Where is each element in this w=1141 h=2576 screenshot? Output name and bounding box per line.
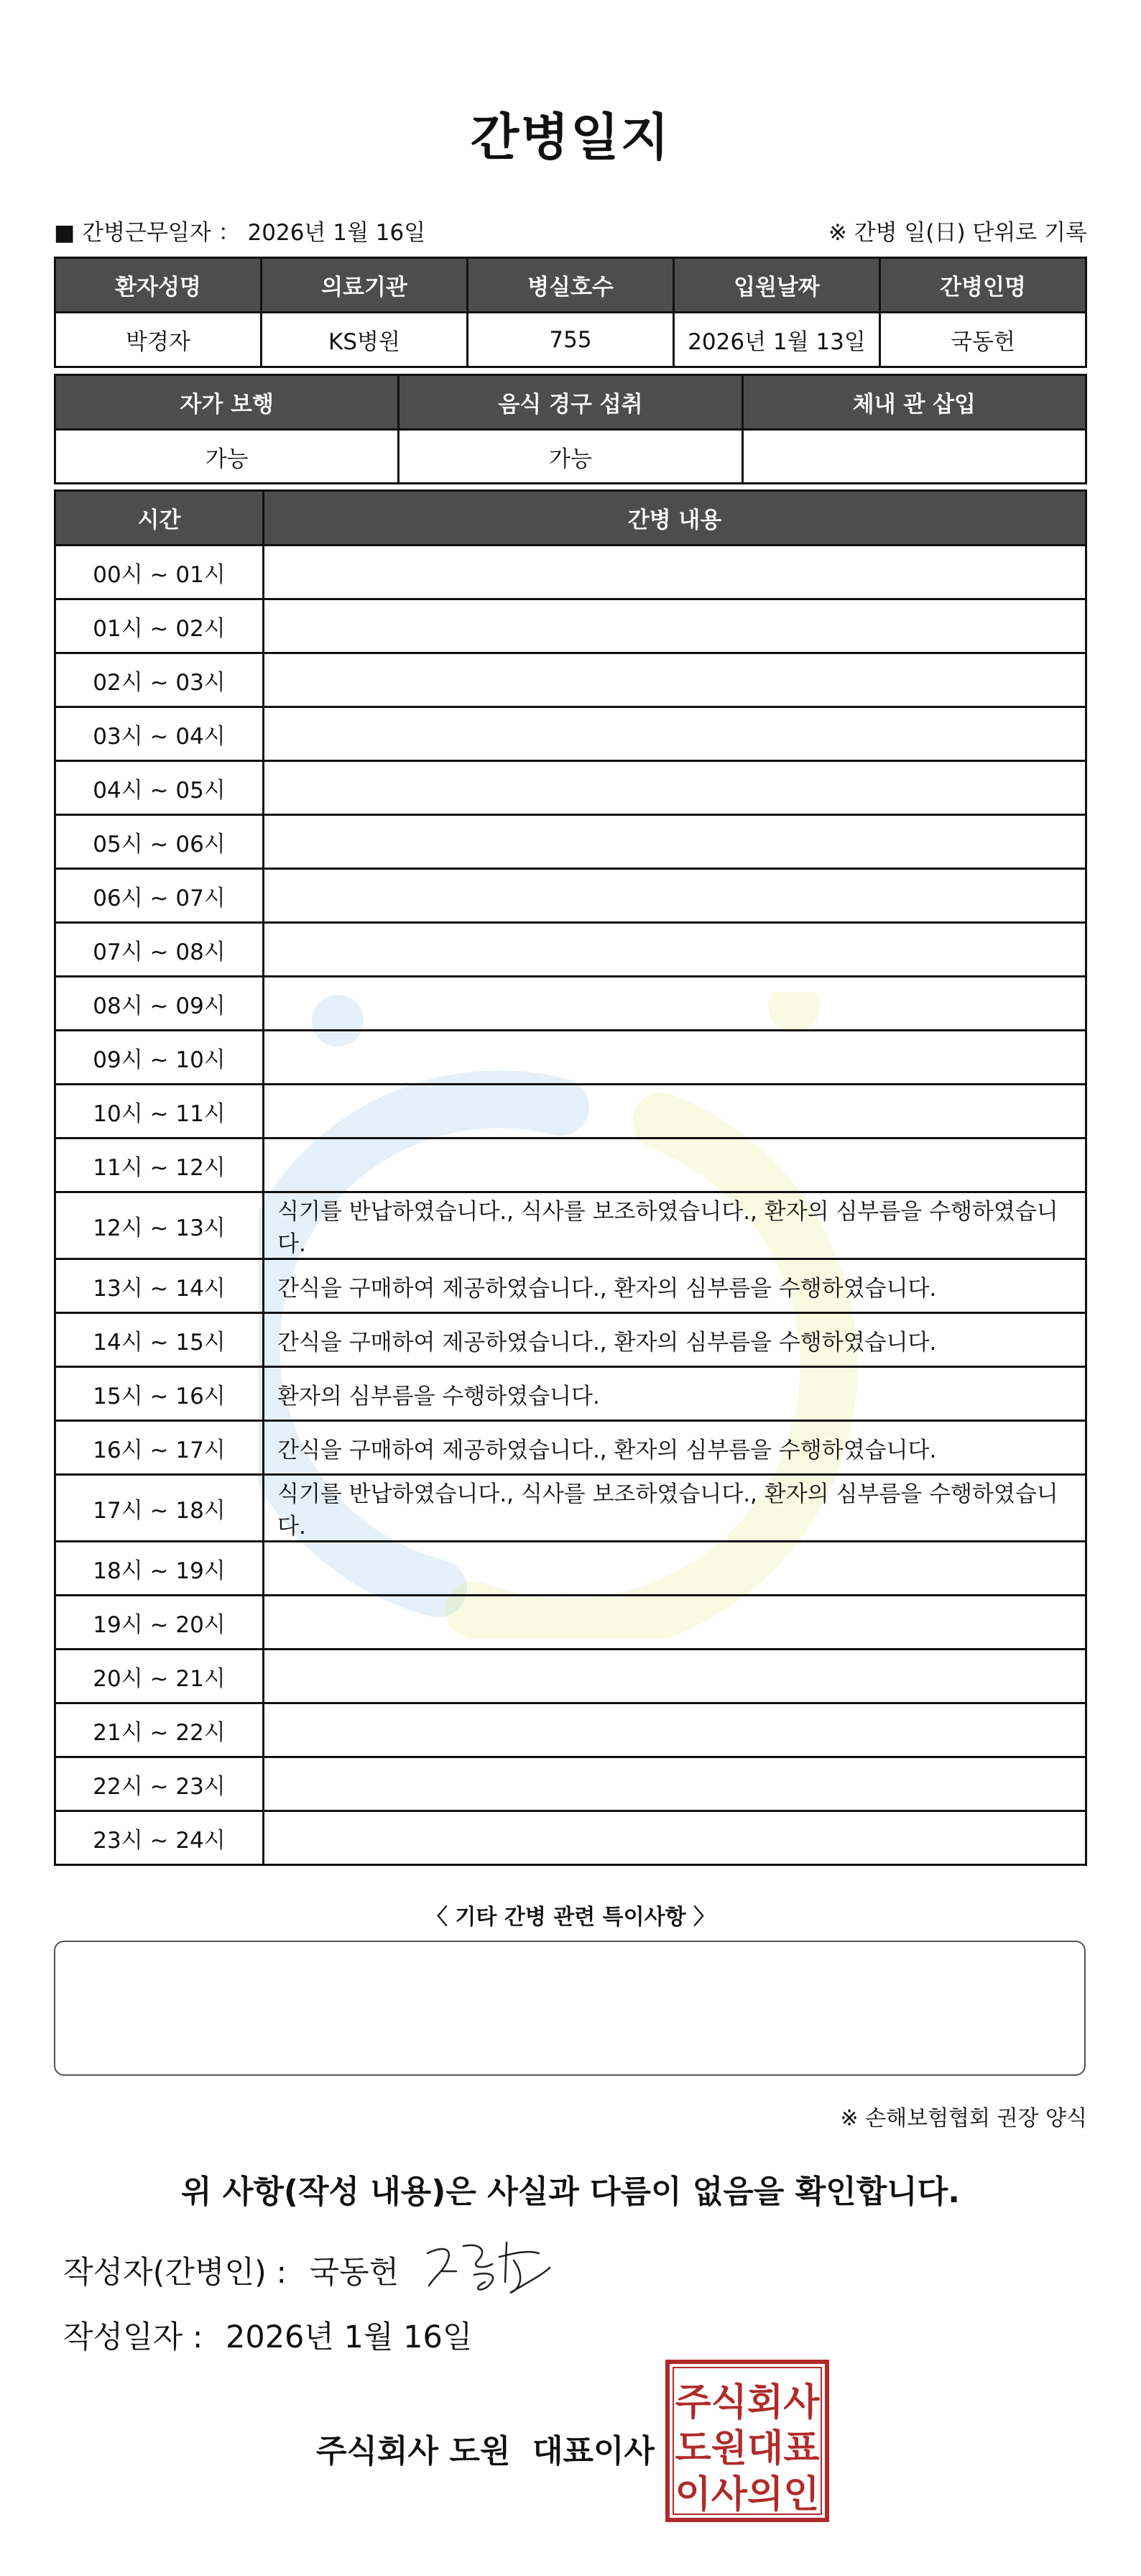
table-row xyxy=(55,1650,1086,1703)
table-row xyxy=(55,1259,1086,1313)
care-content xyxy=(264,1811,1086,1865)
table-row xyxy=(55,1192,1086,1259)
header-caregiver-name: 간병인명 xyxy=(880,258,1086,313)
time-slot: 09시 ~ 10시 xyxy=(55,1031,264,1085)
patient-info-table xyxy=(54,257,1087,368)
table-row xyxy=(55,869,1086,923)
caregiver-name: 국동헌 xyxy=(880,313,1086,367)
writer-line xyxy=(63,2248,399,2292)
header-hospital: 의료기관 xyxy=(262,258,468,313)
time-slot: 16시 ~ 17시 xyxy=(55,1421,264,1475)
seal-line-3: 이사의인 xyxy=(675,2473,820,2516)
document-title: 간병일지 xyxy=(470,108,671,167)
time-slot: 11시 ~ 12시 xyxy=(55,1138,264,1192)
patient-status-table xyxy=(54,374,1087,484)
care-content: 간식을 구매하여 제공하였습니다., 환자의 심부름을 수행하였습니다. xyxy=(264,1259,1086,1313)
time-slot: 03시 ~ 04시 xyxy=(55,707,264,761)
tube-insertion-status xyxy=(742,430,1086,484)
oral-intake-status: 가능 xyxy=(399,430,742,484)
table-row xyxy=(55,1542,1086,1596)
care-content xyxy=(264,869,1086,923)
care-content xyxy=(264,1031,1086,1085)
table-row xyxy=(55,1313,1086,1367)
time-slot: 02시 ~ 03시 xyxy=(55,653,264,707)
care-content xyxy=(264,1138,1086,1192)
care-log-table xyxy=(54,489,1087,1866)
admission-date: 2026년 1월 13일 xyxy=(674,313,880,367)
table-row xyxy=(55,653,1086,707)
table-row xyxy=(55,1475,1086,1542)
notes-caption: 〈 기타 간병 관련 특이사항 〉 xyxy=(425,1905,716,1930)
care-content xyxy=(264,1703,1086,1757)
table-row xyxy=(55,1138,1086,1192)
care-content xyxy=(264,923,1086,977)
table-row xyxy=(55,1085,1086,1138)
care-content xyxy=(264,1650,1086,1703)
work-date: ■ 간병근무일자 ： 2026년 1월 16일 xyxy=(54,220,426,246)
header-walking: 자가 보행 xyxy=(55,375,399,430)
time-slot: 13시 ~ 14시 xyxy=(55,1259,264,1313)
care-content xyxy=(264,599,1086,653)
table-row xyxy=(55,923,1086,977)
header-room-number: 병실호수 xyxy=(468,258,674,313)
care-content xyxy=(264,977,1086,1031)
care-content: 식기를 반납하였습니다., 식사를 보조하였습니다., 환자의 심부름을 수행하였습니다. xyxy=(264,1192,1086,1259)
care-content: 간식을 구매하여 제공하였습니다., 환자의 심부름을 수행하였습니다. xyxy=(264,1313,1086,1367)
care-content xyxy=(264,707,1086,761)
time-slot: 07시 ~ 08시 xyxy=(55,923,264,977)
writer-label: 작성자(간병인) : xyxy=(63,2255,287,2291)
table-row xyxy=(55,1421,1086,1475)
time-slot: 20시 ~ 21시 xyxy=(55,1650,264,1703)
room-number: 755 xyxy=(468,313,674,367)
table-row xyxy=(55,1757,1086,1811)
time-slot: 18시 ~ 19시 xyxy=(55,1542,264,1596)
table-row xyxy=(55,1367,1086,1421)
seal-line-1: 주식회사 xyxy=(675,2381,820,2424)
time-slot: 05시 ~ 06시 xyxy=(55,815,264,869)
hospital: KS병원 xyxy=(262,313,468,367)
time-slot: 04시 ~ 05시 xyxy=(55,761,264,815)
table-row xyxy=(55,1811,1086,1865)
time-slot: 00시 ~ 01시 xyxy=(55,546,264,599)
time-slot: 01시 ~ 02시 xyxy=(55,599,264,653)
time-slot: 22시 ~ 23시 xyxy=(55,1757,264,1811)
table-row xyxy=(55,546,1086,599)
table-row xyxy=(55,1596,1086,1650)
time-slot: 08시 ~ 09시 xyxy=(55,977,264,1031)
company-seal xyxy=(665,2359,830,2523)
header-admission-date: 입원날짜 xyxy=(674,258,880,313)
care-content: 식기를 반납하였습니다., 식사를 보조하였습니다., 환자의 심부름을 수행하였습니다. xyxy=(264,1475,1086,1542)
recommend-note: ※ 손해보험협회 권장 양식 xyxy=(840,2106,1087,2131)
care-content xyxy=(264,653,1086,707)
special-notes-box xyxy=(54,1941,1086,2076)
care-content xyxy=(264,1596,1086,1650)
written-date-label: 작성일자 : xyxy=(63,2319,203,2355)
care-content: 환자의 심부름을 수행하였습니다. xyxy=(264,1367,1086,1421)
time-slot: 06시 ~ 07시 xyxy=(55,869,264,923)
care-content xyxy=(264,1757,1086,1811)
handwritten-signature xyxy=(420,2232,557,2304)
care-content: 간식을 구매하여 제공하였습니다., 환자의 심부름을 수행하였습니다. xyxy=(264,1421,1086,1475)
confirmation-statement: 위 사항(작성 내용)은 사실과 다름이 없음을 확인합니다. xyxy=(181,2174,960,2210)
writer-name: 국동헌 xyxy=(309,2255,399,2291)
written-date-line xyxy=(63,2313,472,2357)
care-content xyxy=(264,815,1086,869)
seal-line-2: 도원대표 xyxy=(675,2427,820,2470)
time-slot: 14시 ~ 15시 xyxy=(55,1313,264,1367)
table-row xyxy=(55,707,1086,761)
written-date-value: 2026년 1월 16일 xyxy=(225,2319,473,2355)
table-row xyxy=(55,815,1086,869)
table-row xyxy=(55,977,1086,1031)
care-content xyxy=(264,761,1086,815)
header-care-content: 간병 내용 xyxy=(264,491,1086,546)
company-name: 주식회사 도원 대표이사 xyxy=(316,2433,655,2470)
time-slot: 21시 ~ 22시 xyxy=(55,1703,264,1757)
time-slot: 10시 ~ 11시 xyxy=(55,1085,264,1138)
table-row xyxy=(55,761,1086,815)
unit-note: ※ 간병 일(日) 단위로 기록 xyxy=(828,220,1087,246)
header-time: 시간 xyxy=(55,491,264,546)
walking-status: 가능 xyxy=(55,430,399,484)
table-row xyxy=(55,599,1086,653)
care-content xyxy=(264,546,1086,599)
care-content xyxy=(264,1085,1086,1138)
time-slot: 12시 ~ 13시 xyxy=(55,1192,264,1259)
care-content xyxy=(264,1542,1086,1596)
time-slot: 19시 ~ 20시 xyxy=(55,1596,264,1650)
header-patient-name: 환자성명 xyxy=(55,258,262,313)
patient-name: 박경자 xyxy=(55,313,262,367)
header-tube-insertion: 체내 관 삽입 xyxy=(742,375,1086,430)
time-slot: 15시 ~ 16시 xyxy=(55,1367,264,1421)
time-slot: 17시 ~ 18시 xyxy=(55,1475,264,1542)
header-oral-intake: 음식 경구 섭취 xyxy=(399,375,742,430)
time-slot: 23시 ~ 24시 xyxy=(55,1811,264,1865)
table-row xyxy=(55,1703,1086,1757)
table-row xyxy=(55,1031,1086,1085)
